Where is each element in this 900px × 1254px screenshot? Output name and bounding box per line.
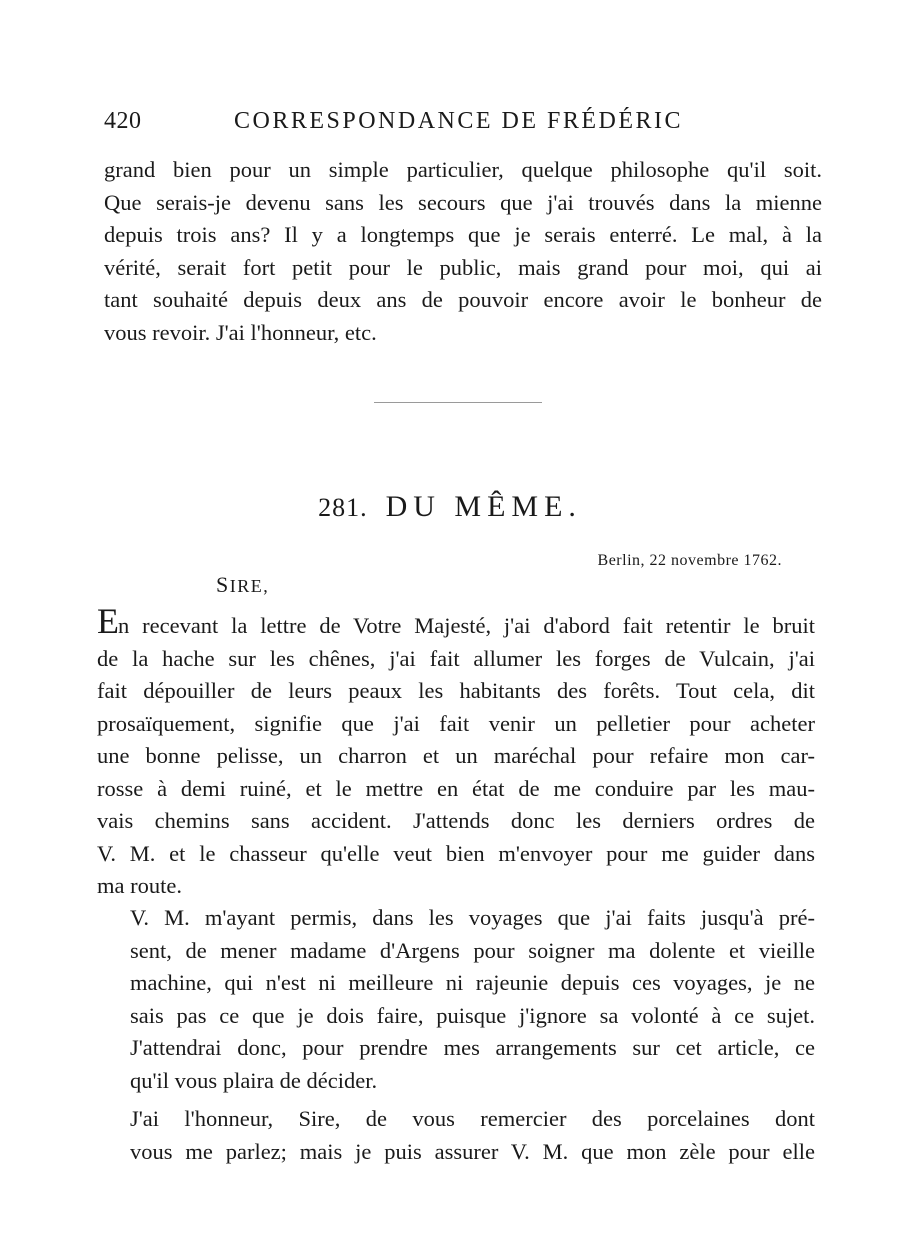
letter-title: DU MÊME. xyxy=(385,490,582,523)
letter-heading xyxy=(0,490,900,524)
text-line: prosaïquement, signifie que j'ai fait venir un pelletier pour acheter xyxy=(97,710,815,736)
text-line: grand bien pour un simple particulier, quelque philosophe qu'il soit. xyxy=(104,157,822,182)
salutation-initial: S xyxy=(216,572,230,597)
text-line: rosse à demi ruiné, et le mettre en état de me conduire par les mau- xyxy=(97,775,815,801)
salutation xyxy=(216,572,269,598)
text-line: V. M. m'ayant permis, dans les voyages que j'ai faits jusqu'à pré- xyxy=(130,905,815,930)
text-line: sent, de mener madame d'Argens pour soigner ma dolente et vieille xyxy=(130,937,815,963)
salutation-rest: IRE, xyxy=(229,576,270,596)
text-line: tant souhaité depuis deux ans de pouvoir encore avoir le bonheur de xyxy=(104,287,822,312)
text-line: V. M. et le chasseur qu'elle veut bien m'envoyer pour me guider dans xyxy=(97,840,815,866)
text-line: Que serais-je devenu sans les secours que j'ai trouvés dans la mienne xyxy=(104,189,822,215)
dateline: Berlin, 22 novembre 1762. xyxy=(597,552,782,569)
text-line: machine, qui n'est ni meilleure ni rajeunie depuis ces voyages, je ne xyxy=(130,970,815,995)
text-line: qu'il vous plaira de décider. xyxy=(130,1067,378,1093)
letter-number: 281. xyxy=(318,493,368,522)
letter-paragraph-2 xyxy=(97,902,815,1097)
section-divider xyxy=(374,402,542,403)
text-line: sais pas ce que je dois faire, puisque j'ignore sa volonté à ce sujet. xyxy=(130,1002,815,1028)
page-number: 420 xyxy=(104,108,142,134)
text-line: vérité, serait fort petit pour le public, mais grand pour moi, qui ai xyxy=(104,254,822,280)
text-line: une bonne pelisse, un charron et un maréchal pour refaire mon car- xyxy=(97,743,815,768)
text-line: vous revoir. J'ai l'honneur, etc. xyxy=(104,319,377,345)
running-title: CORRESPONDANCE DE FRÉDÉRIC xyxy=(234,108,684,134)
letter-paragraph-3 xyxy=(97,1103,815,1168)
text-line: vais chemins sans accident. J'attends donc les derniers ordres de xyxy=(97,808,815,833)
text-line: de la hache sur les chênes, j'ai fait allumer les forges de Vulcain, j'ai xyxy=(97,645,815,671)
text-line: ma route. xyxy=(97,873,182,898)
text-line xyxy=(97,601,815,643)
text-line: fait dépouiller de leurs peaux les habitants des forêts. Tout cela, dit xyxy=(97,678,815,703)
text-line: J'attendrai donc, pour prendre mes arrangements sur cet article, ce xyxy=(130,1035,815,1060)
text-line: vous me parlez; mais je puis assurer V. M. que mon zèle pour elle xyxy=(130,1138,815,1164)
text-line-rest: n recevant la lettre de Votre Majesté, j'ai d'abord fait retentir le bruit xyxy=(118,613,815,638)
continuation-paragraph xyxy=(104,154,822,349)
text-line: J'ai l'honneur, Sire, de vous remercier des porcelaines dont xyxy=(130,1106,815,1131)
drop-cap: E xyxy=(97,601,118,641)
letter-paragraph-1 xyxy=(97,601,815,903)
text-line: depuis trois ans? Il y a longtemps que je serais enterré. Le mal, à la xyxy=(104,222,822,247)
